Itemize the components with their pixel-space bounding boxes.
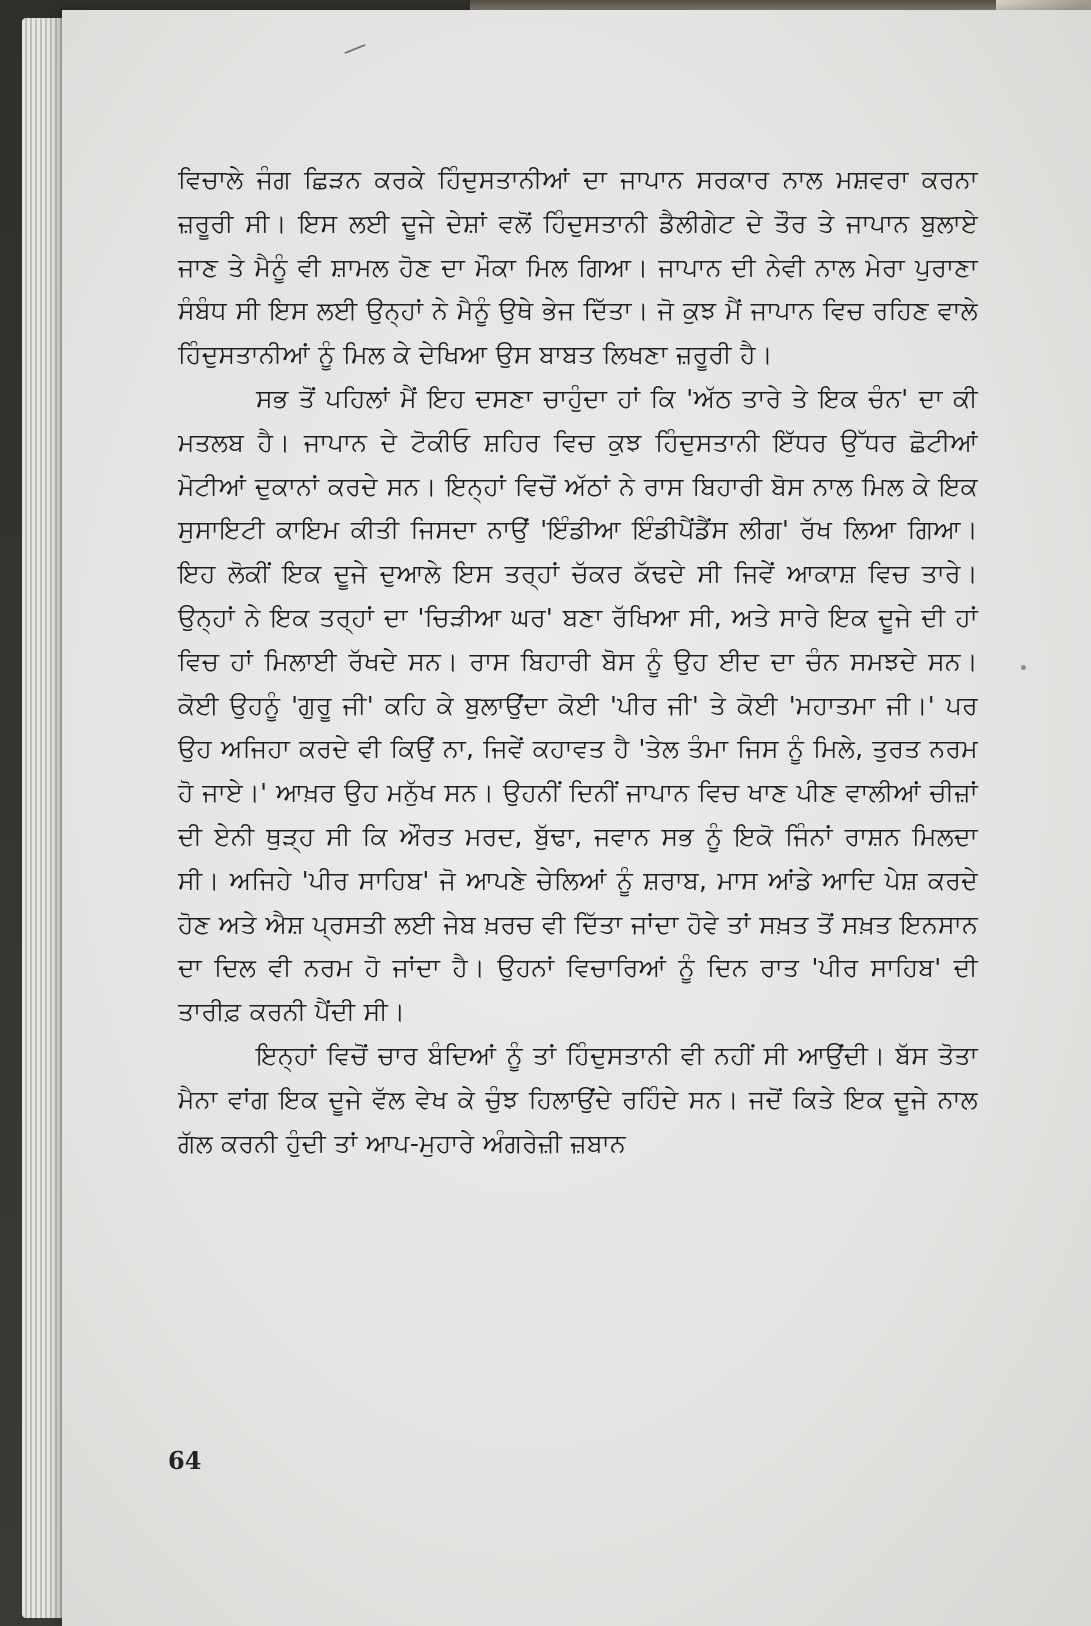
ink-speck — [1021, 665, 1026, 670]
pencil-mark — [344, 44, 365, 54]
paragraph-3: ਇਨ੍ਹਾਂ ਵਿਚੋਂ ਚਾਰ ਬੰਦਿਆਂ ਨੂੰ ਤਾਂ ਹਿੰਦੁਸਤਾਨੀ ਵੀ ਨਹੀਂ ਸੀ ਆਉਂਦੀ। ਬੱਸ ਤੋਤਾ ਮੈਨਾ ਵਾਂਗ ਇਕ ਦੂਜੇ ਵੱਲ ਵੇਖ ਕੇ ਚੁੰਝ ਹਿਲਾਉਂਦੇ ਰਹਿੰਦੇ ਸਨ। ਜਦੋਂ ਕਿਤੇ ਇਕ ਦੂਜੇ ਨਾਲ ਗੱਲ ਕਰਨੀ ਹੁੰਦੀ ਤਾਂ ਆਪ-ਮੁਹਾਰੇ ਅੰਗਰੇਜ਼ੀ ਜ਼ਬਾਨ — [178, 1040, 978, 1158]
facing-page-edge — [470, 0, 1030, 10]
paragraph-2: ਸਭ ਤੋਂ ਪਹਿਲਾਂ ਮੈਂ ਇਹ ਦਸਣਾ ਚਾਹੁੰਦਾ ਹਾਂ ਕਿ 'ਅੱਠ ਤਾਰੇ ਤੇ ਇਕ ਚੰਨ' ਦਾ ਕੀ ਮਤਲਬ ਹੈ। ਜਾਪਾਨ ਦੇ ਟੋਕੀਓ ਸ਼ਹਿਰ ਵਿਚ ਕੁਝ ਹਿੰਦੁਸਤਾਨੀ ਇੱਧਰ ਉੱਧਰ ਛੋਟੀਆਂ ਮੋਟੀਆਂ ਦੁਕਾਨਾਂ ਕਰਦੇ ਸਨ। ਇਨ੍ਹਾਂ ਵਿਚੋਂ ਅੱਠਾਂ ਨੇ ਰਾਸ ਬਿਹਾਰੀ ਬੋਸ ਨਾਲ ਮਿਲ ਕੇ ਇਕ ਸੁਸਾਇਟੀ ਕਾਇਮ ਕੀਤੀ ਜਿਸਦਾ ਨਾਉਂ 'ਇੰਡੀਆ ਇੰਡੀਪੈਂਡੈਂਸ ਲੀਗ' ਰੱਖ ਲਿਆ ਗਿਆ। ਇਹ ਲੋਕੀਂ ਇਕ ਦੂਜੇ ਦੁਆਲੇ ਇਸ ਤਰ੍ਹਾਂ ਚੱਕਰ ਕੱਢਦੇ ਸੀ ਜਿਵੇਂ ਆਕਾਸ਼ ਵਿਚ ਤਾਰੇ। ਉਨ੍ਹਾਂ ਨੇ ਇਕ ਤਰ੍ਹਾਂ ਦਾ 'ਚਿੜੀਆ ਘਰ' ਬਣਾ ਰੱਖਿਆ ਸੀ, ਅਤੇ ਸਾਰੇ ਇਕ ਦੂਜੇ ਦੀ ਹਾਂ ਵਿਚ ਹਾਂ ਮਿਲਾਈ ਰੱਖਦੇ ਸਨ। ਰਾਸ ਬਿਹਾਰੀ ਬੋਸ ਨੂੰ ਉਹ ਈਦ ਦਾ ਚੰਨ ਸਮਝਦੇ ਸਨ। ਕੋਈ ਉਹਨੂੰ 'ਗੁਰੂ ਜੀ' ਕਹਿ ਕੇ ਬੁਲਾਉਂਦਾ ਕੋਈ 'ਪੀਰ ਜੀ' ਤੇ ਕੋਈ 'ਮਹਾਤਮਾ ਜੀ।' ਪਰ ਉਹ ਅਜਿਹਾ ਕਰਦੇ ਵੀ ਕਿਉਂ ਨਾ, ਜਿਵੇਂ ਕਹਾਵਤ ਹੈ 'ਤੇਲ ਤੰਮਾ ਜਿਸ ਨੂੰ ਮਿਲੇ, ਤੁਰਤ ਨਰਮ ਹੋ ਜਾਏ।' ਆਖ਼ਰ ਉਹ ਮਨੁੱਖ ਸਨ। ਉਹਨੀਂ ਦਿਨੀਂ ਜਾਪਾਨ ਵਿਚ ਖਾਣ ਪੀਣ ਵਾਲੀਆਂ ਚੀਜ਼ਾਂ ਦੀ ਏਨੀ ਥੁੜ੍ਹ ਸੀ ਕਿ ਔਰਤ ਮਰਦ, ਬੁੱਢਾ, ਜਵਾਨ ਸਭ ਨੂੰ ਇਕੋ ਜਿੰਨਾਂ ਰਾਸ਼ਨ ਮਿਲਦਾ ਸੀ। ਅਜਿਹੇ 'ਪੀਰ ਸਾਹਿਬ' ਜੋ ਆਪਣੇ ਚੇਲਿਆਂ ਨੂੰ ਸ਼ਰਾਬ, ਮਾਸ ਆਂਡੇ ਆਦਿ ਪੇਸ਼ ਕਰਦੇ ਹੋਣ ਅਤੇ ਐਸ਼ ਪ੍ਰਸਤੀ ਲਈ ਜੇਬ ਖ਼ਰਚ ਵੀ ਦਿੱਤਾ ਜਾਂਦਾ ਹੋਵੇ ਤਾਂ ਸਖ਼ਤ ਤੋਂ ਸਖ਼ਤ ਇਨਸਾਨ ਦਾ ਦਿਲ ਵੀ ਨਰਮ ਹੋ ਜਾਂਦਾ ਹੈ। ਉਹਨਾਂ ਵਿਚਾਰਿਆਂ ਨੂੰ ਦਿਨ ਰਾਤ 'ਪੀਰ ਸਾਹਿਬ' ਦੀ ਤਾਰੀਫ਼ ਕਰਨੀ ਪੈਂਦੀ ਸੀ। — [178, 383, 978, 1027]
paragraph-1: ਵਿਚਾਲੇ ਜੰਗ ਛਿੜਨ ਕਰਕੇ ਹਿੰਦੁਸਤਾਨੀਆਂ ਦਾ ਜਾਪਾਨ ਸਰਕਾਰ ਨਾਲ ਮਸ਼ਵਰਾ ਕਰਨਾ ਜ਼ਰੂਰੀ ਸੀ। ਇਸ ਲਈ ਦੂਜੇ ਦੇਸ਼ਾਂ ਵਲੋਂ ਹਿੰਦੁਸਤਾਨੀ ਡੈਲੀਗੇਟ ਦੇ ਤੌਰ ਤੇ ਜਾਪਾਨ ਬੁਲਾਏ ਜਾਣ ਤੇ ਮੈਨੂੰ ਵੀ ਸ਼ਾਮਲ ਹੋਣ ਦਾ ਮੌਕਾ ਮਿਲ ਗਿਆ। ਜਾਪਾਨ ਦੀ ਨੇਵੀ ਨਾਲ ਮੇਰਾ ਪੁਰਾਣਾ ਸੰਬੰਧ ਸੀ ਇਸ ਲਈ ਉਨ੍ਹਾਂ ਨੇ ਮੈਨੂੰ ਉਥੇ ਭੇਜ ਦਿੱਤਾ। ਜੋ ਕੁਝ ਮੈਂ ਜਾਪਾਨ ਵਿਚ ਰਹਿਣ ਵਾਲੇ ਹਿੰਦੁਸਤਾਨੀਆਂ ਨੂੰ ਮਿਲ ਕੇ ਦੇਖਿਆ ਉਸ ਬਾਬਤ ਲਿਖਣਾ ਜ਼ਰੂਰੀ ਹੈ। — [178, 165, 978, 370]
page-number: 64 — [168, 1446, 202, 1475]
body-text — [178, 158, 978, 1165]
